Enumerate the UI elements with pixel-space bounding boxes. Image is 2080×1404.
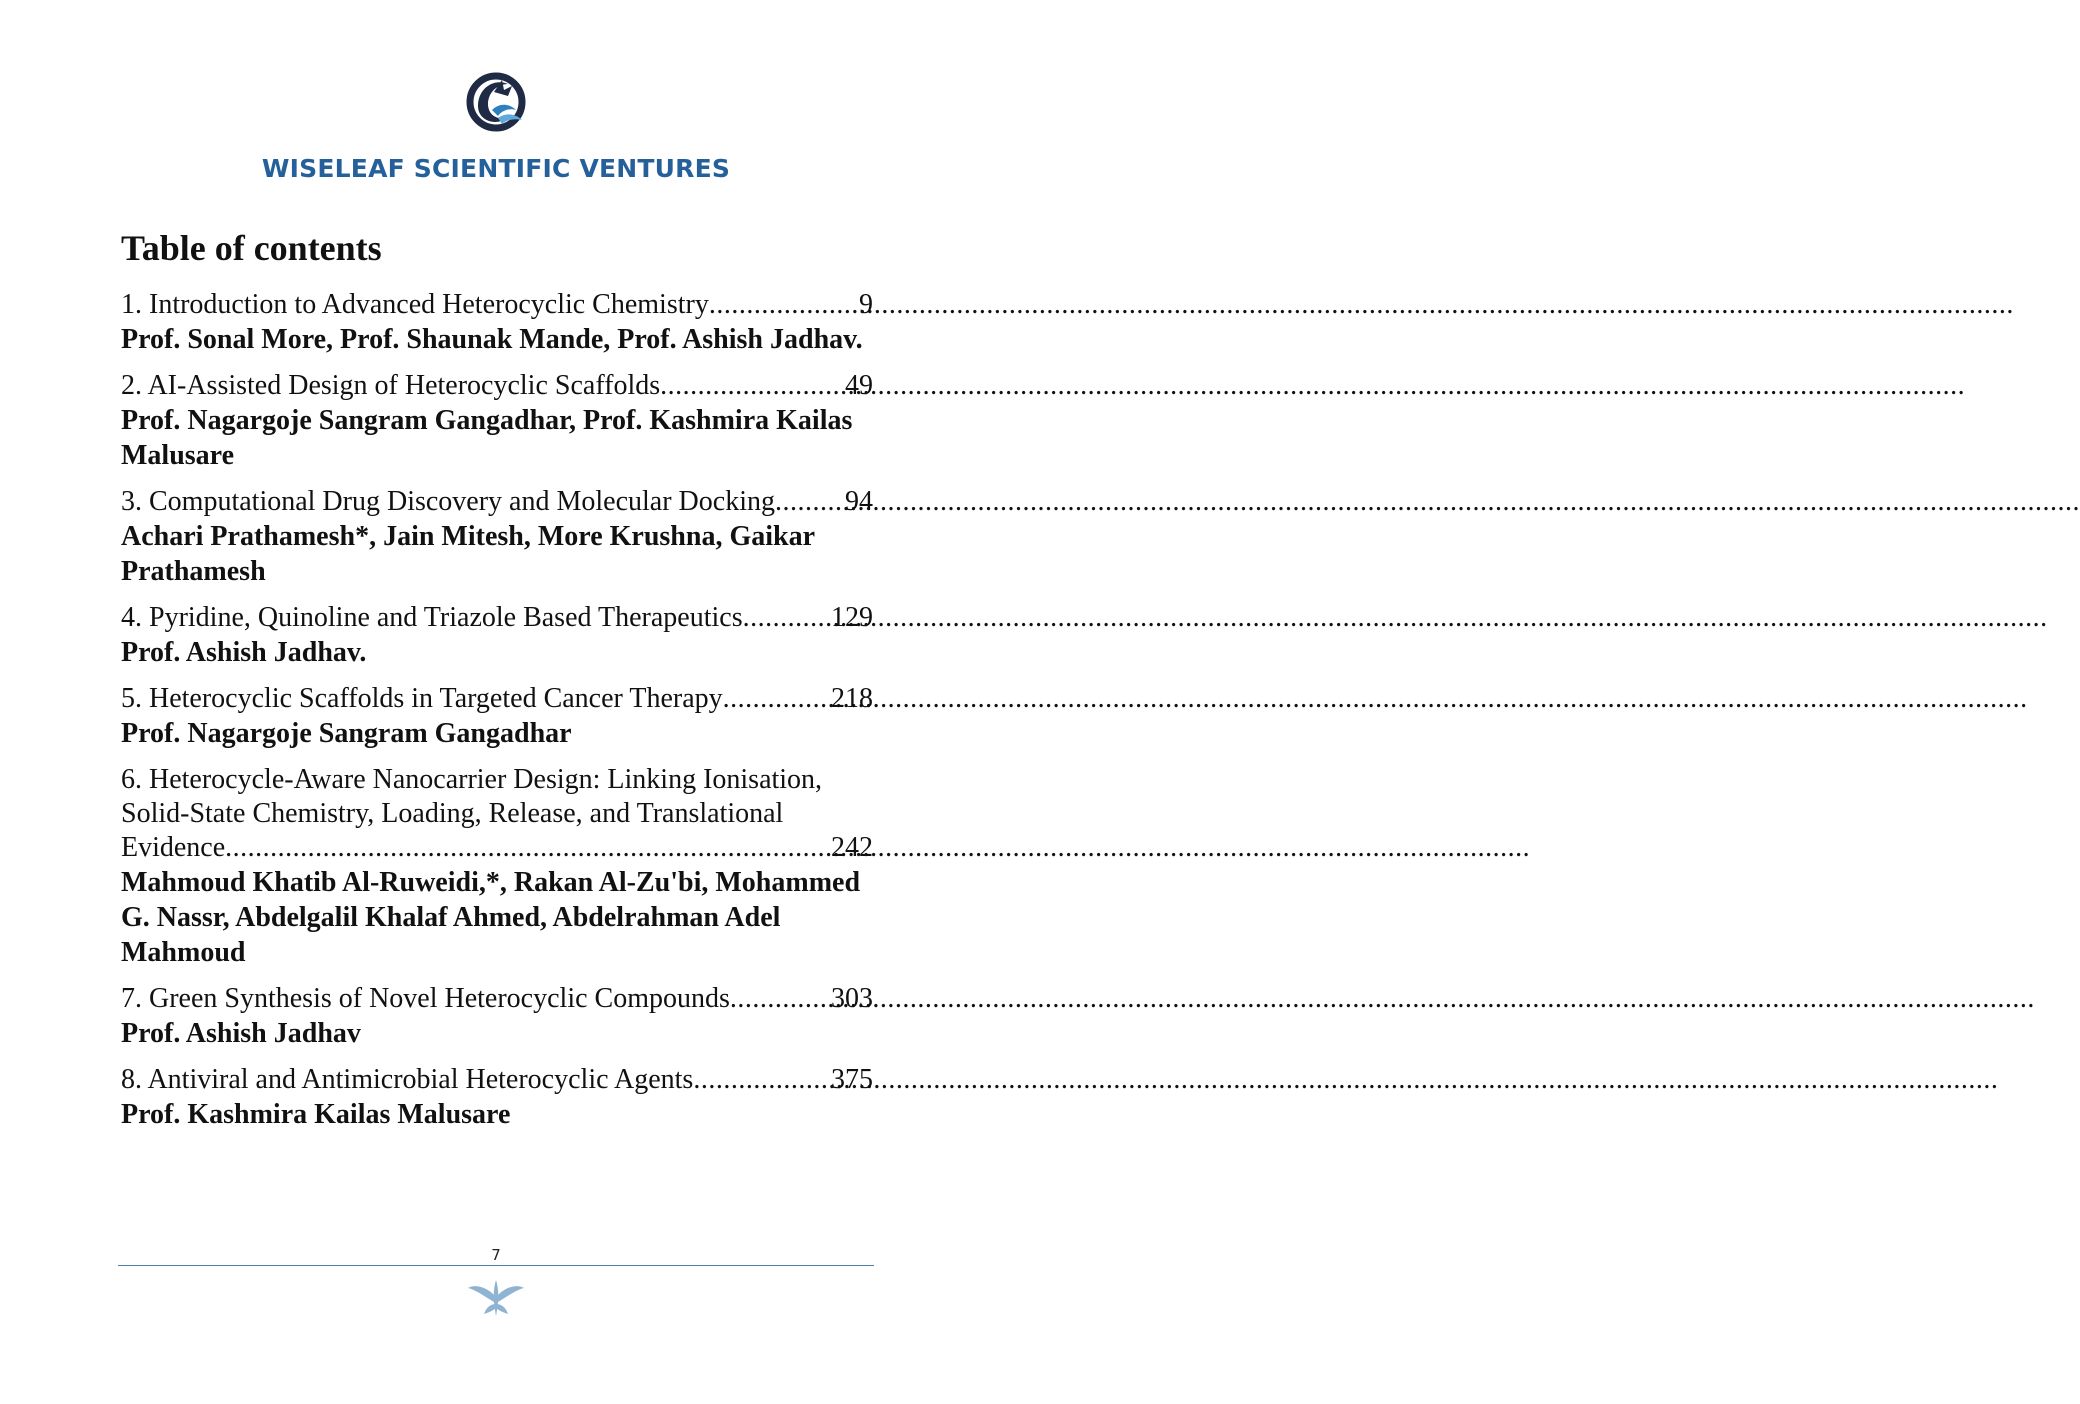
- toc-list: [121, 288, 873, 1144]
- dot-leader: [730, 982, 830, 1016]
- toc-entry-authors: Prof. Nagargoje Sangram Gangadhar, Prof. Kashmira Kailas Malusare: [121, 405, 853, 471]
- toc-entry-authors: Prof. Ashish Jadhav.: [121, 637, 367, 668]
- toc-entry-authors: Prof. Nagargoje Sangram Gangadhar: [121, 718, 572, 749]
- footer-divider: [118, 1265, 874, 1266]
- toc-entry-title: Evidence: [121, 832, 226, 863]
- toc-entry-authors: Prof. Sonal More, Prof. Shaunak Mande, Prof. Ashish Jadhav.: [121, 324, 863, 355]
- toc-entry-authors: Mahmoud Khatib Al-Ruweidi,*, Rakan Al-Zu'bi, Mohammed G. Nassr, Abdelgalil Khalaf Ahmed, Abdelrahman Adel Mahmoud: [121, 867, 861, 968]
- page-header: [0, 66, 992, 183]
- toc-entry-title-row: [121, 982, 873, 1016]
- toc-entry: [121, 288, 873, 357]
- toc-entry-title: 2. AI-Assisted Design of Heterocyclic Scaffolds: [121, 370, 661, 401]
- toc-entry-title: 4. Pyridine, Quinoline and Triazole Based Therapeutics: [121, 602, 743, 633]
- toc-entry-title: 1. Introduction to Advanced Heterocyclic Chemistry: [121, 289, 709, 320]
- toc-entry-authors: Prof. Ashish Jadhav: [121, 1018, 361, 1049]
- toc-entry-page: 242: [831, 832, 873, 863]
- dot-leader: [743, 601, 830, 635]
- dot-leader: [775, 485, 844, 519]
- toc-entry-authors: Prof. Kashmira Kailas Malusare: [121, 1099, 511, 1130]
- toc-entry-title-row: [121, 369, 873, 403]
- toc-entry: [121, 485, 873, 589]
- toc-entry-page: 303: [831, 983, 873, 1014]
- toc-entry-title-row: [121, 682, 873, 716]
- toc-entry-page: 94: [845, 486, 873, 517]
- dot-leader: [709, 288, 858, 322]
- dot-leader: [660, 369, 844, 403]
- page-number: 7: [491, 1246, 501, 1264]
- toc-entry-title-line: Solid-State Chemistry, Loading, Release, and Translational: [121, 798, 784, 829]
- toc-entry: [121, 1063, 873, 1132]
- toc-entry-page: 49: [845, 370, 873, 401]
- toc-entry-title-row: [121, 1063, 873, 1097]
- toc-entry-title-row: [121, 831, 873, 865]
- toc-entry-title-row: [121, 288, 873, 322]
- toc-entry-page: 9: [859, 289, 873, 320]
- toc-entry: [121, 682, 873, 751]
- leaf-ornament-icon: [466, 1276, 526, 1320]
- toc-entry-title: 3. Computational Drug Discovery and Molecular Docking: [121, 486, 775, 517]
- toc-entry-authors: Achari Prathamesh*, Jain Mitesh, More Krushna, Gaikar Prathamesh: [121, 521, 815, 587]
- toc-entry: [121, 763, 873, 970]
- publisher-name: WISELEAF SCIENTIFIC VENTURES: [261, 154, 731, 183]
- toc-entry: [121, 601, 873, 670]
- toc-entry-page: 129: [831, 602, 873, 633]
- toc-entry-title: 7. Green Synthesis of Novel Heterocyclic Compounds: [121, 983, 730, 1014]
- toc-entry-page: 218: [831, 683, 873, 714]
- toc-entry: [121, 369, 873, 473]
- toc-entry-title: 8. Antiviral and Antimicrobial Heterocyclic Agents: [121, 1064, 694, 1095]
- dot-leader: [723, 682, 830, 716]
- toc-entry-title: 5. Heterocyclic Scaffolds in Targeted Cancer Therapy: [121, 683, 723, 714]
- toc-entry-title-row: [121, 485, 873, 519]
- dragon-wave-logo-icon: [464, 66, 528, 138]
- toc-entry-title-row: [121, 601, 873, 635]
- toc-entry-page: 375: [831, 1064, 873, 1095]
- toc-entry: [121, 982, 873, 1051]
- toc-entry-title-line: 6. Heterocycle-Aware Nanocarrier Design: Linking Ionisation,: [121, 764, 823, 795]
- page-title: Table of contents: [121, 228, 382, 268]
- dot-leader: [225, 831, 830, 865]
- dot-leader: [693, 1063, 830, 1097]
